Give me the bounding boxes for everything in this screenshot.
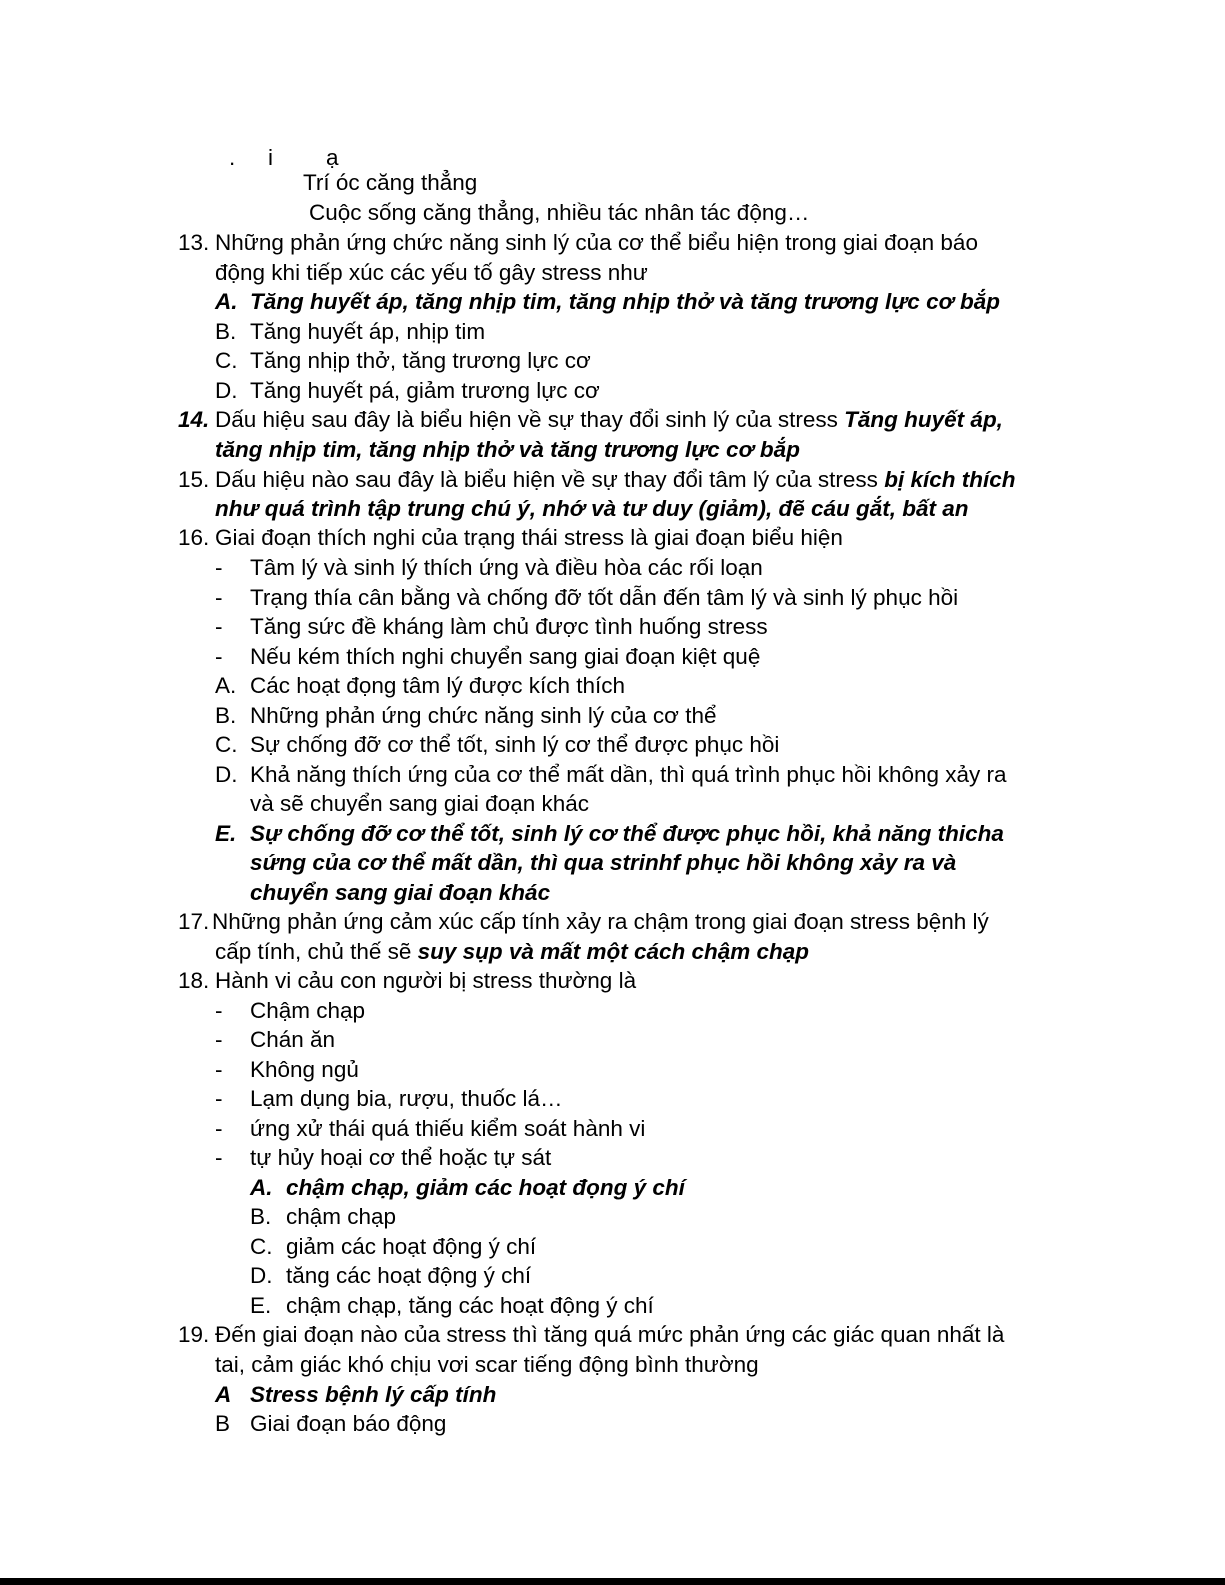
q15-answer-1: bị kích thích [884, 467, 1016, 492]
q18-text: Hành vi cảu con người bị stress thường là [215, 968, 637, 993]
q13-option-a-letter: A. [215, 289, 238, 314]
q14-text: Dấu hiệu sau đây là biểu hiện về sự thay đổi sinh lý của stress [215, 407, 845, 432]
q13-option-b: Tăng huyết áp, nhịp tim [250, 319, 486, 344]
q19-option-b-letter: B [215, 1411, 231, 1436]
q16-bullet-4-dash: - [215, 644, 223, 669]
q13-option-a: Tăng huyết áp, tăng nhịp tim, tăng nhịp thở và tăng trương lực cơ bắp [250, 289, 1000, 314]
q16-option-e-line-3: chuyển sang giai đoạn khác [250, 880, 551, 905]
q15-text: Dấu hiệu nào sau đây là biểu hiện về sự thay đổi tâm lý của stress [215, 467, 885, 492]
q19-number: 19. [178, 1322, 210, 1347]
fragment-i: i [268, 145, 273, 170]
q16-option-d-letter: D. [215, 762, 238, 787]
q18-bullet-4-dash: - [215, 1086, 223, 1111]
fragment-a: ạ [326, 145, 339, 170]
q16-option-a-letter: A. [215, 673, 237, 698]
q16-bullet-2-dash: - [215, 585, 223, 610]
q14-line-1 [215, 405, 1003, 435]
q18-bullet-1: Chậm chạp [250, 998, 366, 1023]
q16-option-e-line-1: Sự chống đỡ cơ thể tốt, sinh lý cơ thể được phục hồi, khả năng thicha [250, 821, 1004, 846]
q13-option-d-letter: D. [215, 378, 238, 403]
q18-bullet-2: Chán ăn [250, 1027, 336, 1052]
q17-line-2 [215, 937, 809, 967]
q18-bullet-2-dash: - [215, 1027, 223, 1052]
q18-bullet-3-dash: - [215, 1057, 223, 1082]
q17-answer: suy sụp và mất một cách chậm chạp [417, 939, 810, 964]
q13-option-c-letter: C. [215, 348, 238, 373]
q16-option-c: Sự chống đỡ cơ thể tốt, sinh lý cơ thể được phục hồi [250, 732, 780, 757]
q18-option-e: chậm chạp, tăng các hoạt động ý chí [286, 1293, 654, 1318]
q13-text-2: động khi tiếp xúc các yếu tố gây stress như [215, 260, 648, 285]
q18-option-c: giảm các hoạt động ý chí [286, 1234, 537, 1259]
q18-option-a-letter: A. [250, 1175, 273, 1200]
bottom-edge-rule [0, 1578, 1225, 1585]
q17-text-1: Những phản ứng cảm xúc cấp tính xảy ra chậm trong giai đoạn stress bệnh lý [212, 909, 989, 934]
q14-number: 14. [178, 407, 210, 432]
q16-option-e-letter: E. [215, 821, 237, 846]
q13-text-1: Những phản ứng chức năng sinh lý của cơ thể biểu hiện trong giai đoạn báo [215, 230, 978, 255]
q13-option-d: Tăng huyết pá, giảm trương lực cơ [250, 378, 600, 403]
q18-option-b-letter: B. [250, 1204, 272, 1229]
q19-text-1: Đến giai đoạn nào của stress thì tăng quá mức phản ứng các giác quan nhất là [215, 1322, 1005, 1347]
q18-option-d-letter: D. [250, 1263, 273, 1288]
q15-number: 15. [178, 467, 210, 492]
q18-option-e-letter: E. [250, 1293, 272, 1318]
q19-option-a-letter: A [215, 1382, 232, 1407]
q18-option-c-letter: C. [250, 1234, 273, 1259]
q18-bullet-6: tự hủy hoại cơ thể hoặc tự sát [250, 1145, 552, 1170]
q13-option-b-letter: B. [215, 319, 237, 344]
q18-option-d: tăng các hoạt động ý chí [286, 1263, 532, 1288]
q16-option-e-line-2: sứng của cơ thể mất dần, thì qua strinhf phục hồi không xảy ra và [250, 850, 957, 875]
q18-bullet-6-dash: - [215, 1145, 223, 1170]
q14-answer-1: Tăng huyết áp, [844, 407, 1003, 432]
q18-number: 18. [178, 968, 210, 993]
q16-text: Giai đoạn thích nghi của trạng thái stress là giai đoạn biểu hiện [215, 525, 843, 550]
intro-line-2: Cuộc sống căng thẳng, nhiều tác nhân tác động… [309, 200, 810, 225]
q18-option-b: chậm chạp [286, 1204, 397, 1229]
fragment-dot: . [229, 145, 236, 170]
q18-bullet-3: Không ngủ [250, 1057, 359, 1082]
q16-option-b: Những phản ứng chức năng sinh lý của cơ thể [250, 703, 717, 728]
q16-option-b-letter: B. [215, 703, 237, 728]
q16-bullet-2: Trạng thía cân bằng và chống đỡ tốt dẫn đến tâm lý và sinh lý phục hồi [250, 585, 959, 610]
q19-text-2: tai, cảm giác khó chịu vơi scar tiếng động bình thường [215, 1352, 759, 1377]
intro-line-1: Trí óc căng thẳng [303, 170, 478, 195]
q16-bullet-1: Tâm lý và sinh lý thích ứng và điều hòa các rối loạn [250, 555, 763, 580]
q14-answer-2: tăng nhịp tim, tăng nhịp thở và tăng trương lực cơ bắp [215, 437, 800, 462]
q18-bullet-5-dash: - [215, 1116, 223, 1141]
q15-line-1 [215, 465, 1015, 495]
q19-option-a: Stress bệnh lý cấp tính [250, 1382, 497, 1407]
q19-option-b: Giai đoạn báo động [250, 1411, 447, 1436]
q16-bullet-3: Tăng sức đề kháng làm chủ được tình huống stress [250, 614, 768, 639]
q18-bullet-4: Lạm dụng bia, rượu, thuốc lá… [250, 1086, 563, 1111]
q18-bullet-1-dash: - [215, 998, 223, 1023]
q18-bullet-5: ứng xử thái quá thiếu kiểm soát hành vi [250, 1116, 646, 1141]
q17-text-2: cấp tính, chủ thế sẽ [215, 939, 418, 964]
q17-number: 17. [178, 909, 210, 934]
q16-option-c-letter: C. [215, 732, 238, 757]
q13-option-c: Tăng nhịp thở, tăng trương lực cơ [250, 348, 591, 373]
q16-bullet-1-dash: - [215, 555, 223, 580]
q16-bullet-3-dash: - [215, 614, 223, 639]
q16-bullet-4: Nếu kém thích nghi chuyển sang giai đoạn kiệt quệ [250, 644, 761, 669]
q18-option-a: chậm chạp, giảm các hoạt đọng ý chí [286, 1175, 685, 1200]
q16-number: 16. [178, 525, 210, 550]
q16-option-d-line-1: Khả năng thích ứng của cơ thể mất dần, thì quá trình phục hồi không xảy ra [250, 762, 1007, 787]
q16-option-a: Các hoạt đọng tâm lý được kích thích [250, 673, 625, 698]
q16-option-d-line-2: và sẽ chuyển sang giai đoạn khác [250, 791, 589, 816]
q15-answer-2: như quá trình tập trung chú ý, nhớ và tư duy (giảm), đẽ cáu gắt, bất an [215, 496, 969, 521]
q13-number: 13. [178, 230, 210, 255]
